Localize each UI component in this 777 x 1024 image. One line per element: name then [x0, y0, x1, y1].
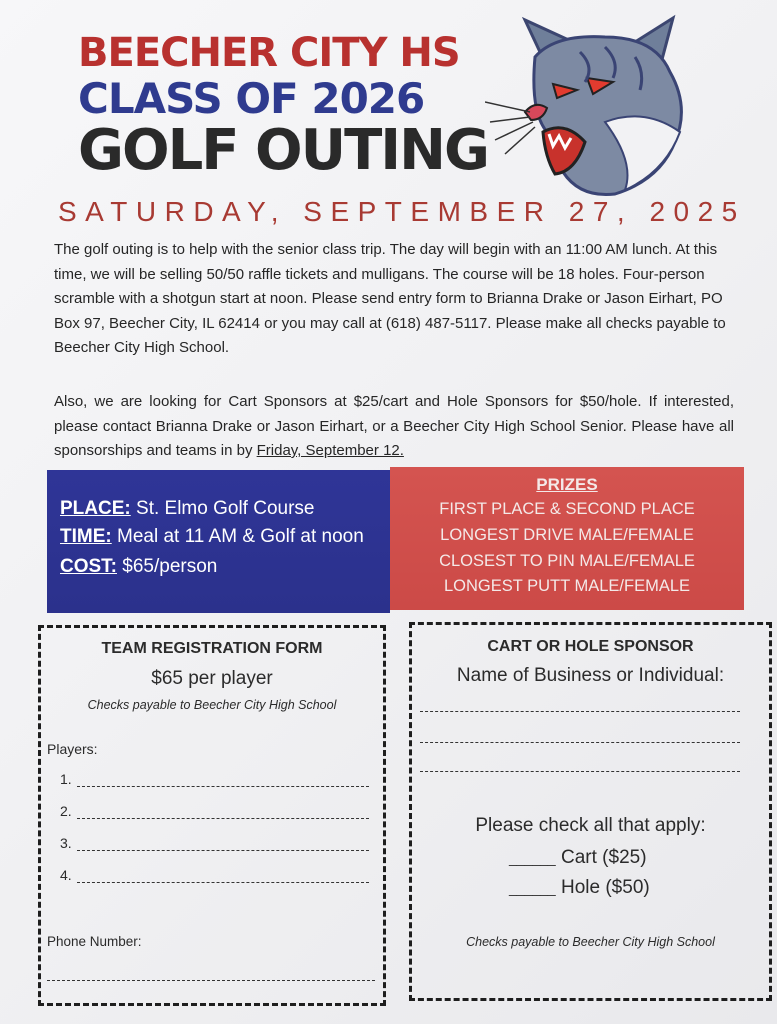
phone-label: Phone Number:	[47, 934, 142, 949]
check-prompt: Please check all that apply:	[475, 815, 706, 836]
time-value: Meal at 11 AM & Golf at noon	[117, 526, 364, 547]
event-details-panel	[47, 470, 390, 613]
deadline-date: Friday, September 12.	[256, 442, 404, 459]
sponsor-form-title: CART OR HOLE SPONSOR	[487, 638, 694, 655]
bobcat-mascot-icon	[485, 12, 715, 202]
headline-school: BEECHER CITY HS	[78, 30, 460, 76]
cart-option-label: Cart ($25)	[561, 847, 647, 868]
cart-check-blank[interactable]: ______	[509, 850, 556, 866]
place-row	[60, 498, 314, 520]
place-value: St. Elmo Golf Course	[136, 498, 315, 519]
player-1-line[interactable]	[77, 786, 369, 787]
cost-row	[60, 556, 217, 578]
business-name-line-1[interactable]	[420, 711, 740, 712]
prizes-heading: PRIZES	[536, 475, 598, 494]
prizes-panel	[390, 467, 744, 610]
business-name-line-3[interactable]	[420, 771, 740, 772]
hole-option-label: Hole ($50)	[561, 877, 650, 898]
players-label: Players:	[47, 741, 98, 757]
event-date: SATURDAY, SEPTEMBER 27, 2025	[58, 196, 746, 227]
sponsor-checks-note: Checks payable to Beecher City High School	[466, 935, 715, 949]
player-2-line[interactable]	[77, 818, 369, 819]
player-3-line[interactable]	[77, 850, 369, 851]
sponsor-paragraph	[54, 390, 734, 464]
headline-event: GOLF OUTING	[78, 118, 488, 183]
prize-item: FIRST PLACE & SECOND PLACE	[439, 500, 695, 518]
player-number: 1.	[60, 771, 72, 787]
player-number: 3.	[60, 835, 72, 851]
prize-item: LONGEST DRIVE MALE/FEMALE	[440, 526, 694, 544]
hole-option[interactable]	[509, 877, 650, 899]
player-number: 2.	[60, 803, 72, 819]
team-form-checks-note: Checks payable to Beecher City High School	[87, 698, 337, 712]
cart-option[interactable]	[509, 847, 647, 869]
phone-line[interactable]	[47, 980, 375, 981]
cost-value: $65/person	[122, 556, 218, 577]
hole-check-blank[interactable]: ______	[509, 880, 556, 896]
sponsor-form	[409, 622, 772, 1001]
headline-class: CLASS OF 2026	[78, 74, 425, 123]
team-form-title: TEAM REGISTRATION FORM	[101, 640, 323, 657]
player-number: 4.	[60, 867, 72, 883]
prize-item: LONGEST PUTT MALE/FEMALE	[443, 577, 691, 595]
business-name-label: Name of Business or Individual:	[456, 665, 725, 686]
prize-item: CLOSEST TO PIN MALE/FEMALE	[439, 552, 695, 570]
cost-label: COST:	[60, 556, 117, 577]
team-form-price: $65 per player	[151, 668, 273, 689]
business-name-line-2[interactable]	[420, 742, 740, 743]
intro-paragraph: The golf outing is to help with the senior class trip. The day will begin with an 11:00 AM lunch. At this time, we will be selling 50/50 raffle tickets and mulligans. The course will be 18 holes. Four-person scramble with a shotgun start at noon. Please send entry form to Brianna Drake or Jason Eirhart, PO Box 97, Beecher City, IL 62414 or you may call at (618) 487-5117. Please make all checks payable to Beecher City High School.	[54, 241, 726, 356]
sponsor-text: Also, we are looking for Cart Sponsors at $25/cart and Hole Sponsors for $50/hole. If interested, please contact Brianna Drake or Jason Eirhart, or a Beecher City High School Senior. Please have all sponsorships and teams in by	[54, 393, 734, 459]
team-registration-form	[38, 625, 386, 1006]
player-4-line[interactable]	[77, 882, 369, 883]
time-row	[60, 526, 364, 548]
time-label: TIME:	[60, 526, 112, 547]
place-label: PLACE:	[60, 498, 131, 519]
